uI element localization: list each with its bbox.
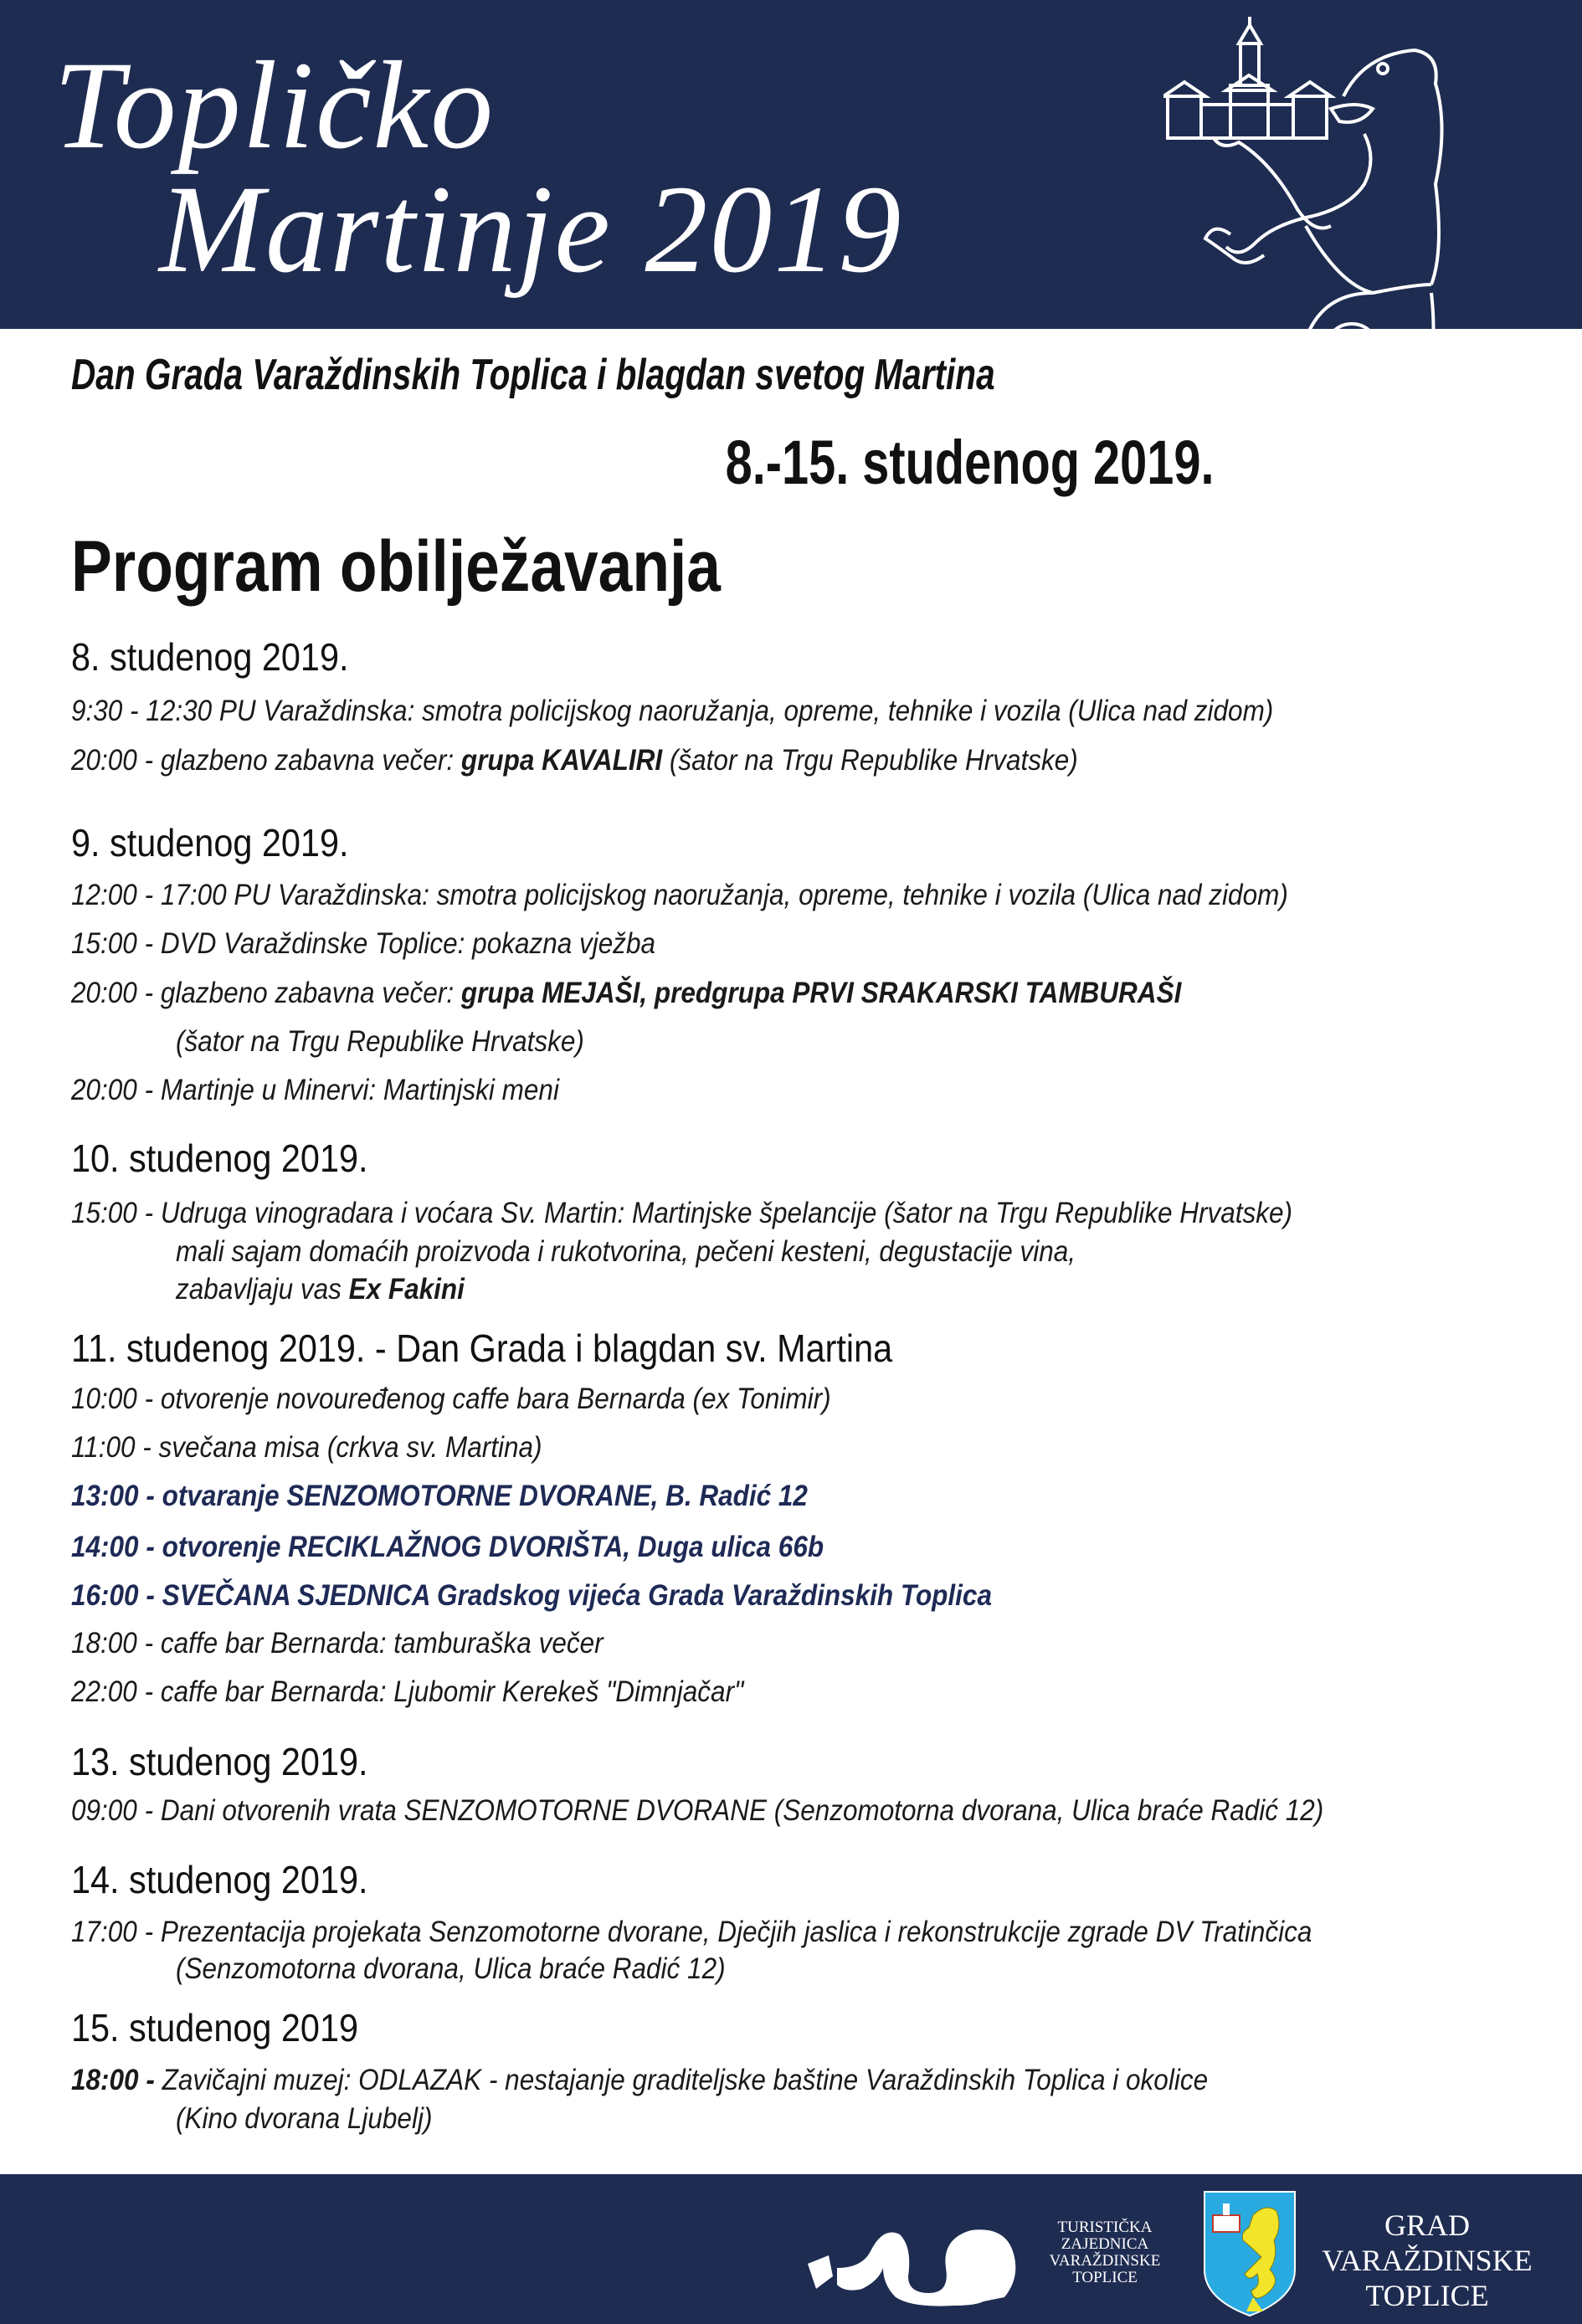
event-performer: grupa MEJAŠI, predgrupa PRVI SRAKARSKI TAMBURAŠI <box>460 977 1182 1009</box>
day-heading: 15. studenog 2019 <box>71 2006 359 2050</box>
event-time: 18:00 - <box>71 2064 155 2096</box>
event-location: (šator na Trgu Republike Hrvatske) <box>669 744 1078 777</box>
event-item <box>71 2064 1208 2097</box>
event-time: 9:30 - 12:30 <box>71 695 213 727</box>
event-item-highlighted <box>71 1579 992 1613</box>
event-item-highlighted <box>71 1480 808 1513</box>
event-text: DVD Varaždinske Toplice: pokazna vježba <box>160 927 656 960</box>
event-continuation <box>176 1273 465 1306</box>
event-item <box>71 1627 604 1660</box>
event-item <box>71 927 655 961</box>
event-item <box>71 1197 1292 1230</box>
event-text: caffe bar Bernarda: Ljubomir Kerekeš "Dimnjačar" <box>160 1675 744 1708</box>
event-item <box>71 1794 1323 1828</box>
day-heading: 9. studenog 2019. <box>71 821 349 864</box>
day-heading: 14. studenog 2019. <box>71 1858 368 1901</box>
event-time: 13:00 - <box>71 1480 155 1512</box>
date-range: 8.-15. studenog 2019. <box>725 428 1214 497</box>
event-text: svečana misa (crkva sv. Martina) <box>158 1431 542 1464</box>
event-time: 15:00 - <box>71 1197 154 1229</box>
tourist-board-logo-icon <box>804 2218 1038 2310</box>
event-text: otvaranje SENZOMOTORNE DVORANE, B. Radić 12 <box>162 1480 808 1512</box>
program-title: Program obilježavanja <box>71 526 721 607</box>
event-text: Udruga vinogradara i voćara Sv. Martin: Martinjske špelancije (šator na Trgu Republike Hrvatske) <box>160 1197 1292 1229</box>
event-performer: grupa KAVALIRI <box>460 744 663 777</box>
event-item <box>71 695 1273 728</box>
event-time: 12:00 - 17:00 <box>71 879 227 911</box>
event-text: otvorenje RECIKLAŽNOG DVORIŠTA, Duga ulica 66b <box>162 1531 824 1563</box>
event-continuation: (šator na Trgu Republike Hrvatske) <box>176 1025 584 1058</box>
event-time: 17:00 - <box>71 1916 154 1948</box>
event-text: Prezentacija projekata Senzomotorne dvorane, Dječjih jaslica i rekonstrukcije zgrade DV Tratinčica <box>160 1916 1312 1948</box>
event-item <box>71 1383 831 1416</box>
event-time: 18:00 - <box>71 1627 154 1660</box>
event-item <box>71 1431 542 1465</box>
event-text: glazbeno zabavna večer: <box>160 744 455 777</box>
city-name: GRAD VARAŽDINSKE TOPLICE <box>1322 2209 1533 2312</box>
event-text: caffe bar Bernarda: tamburaška večer <box>160 1627 604 1660</box>
event-text: Martinje u Minervi: Martinjski meni <box>160 1074 559 1106</box>
event-time: 09:00 - <box>71 1794 154 1827</box>
event-item <box>71 879 1288 912</box>
event-time: 20:00 - <box>71 744 154 777</box>
event-continuation: (Senzomotorna dvorana, Ulica braće Radić 12) <box>176 1952 726 1985</box>
title-line-1: Topličko <box>54 36 496 175</box>
event-item <box>71 1916 1312 1949</box>
event-item-highlighted <box>71 1531 824 1564</box>
event-text: zabavljaju vas <box>176 1273 342 1306</box>
event-item <box>71 1074 559 1107</box>
day-heading: 13. studenog 2019. <box>71 1740 368 1783</box>
event-item <box>71 1675 743 1709</box>
event-time: 11:00 - <box>71 1431 152 1464</box>
event-item <box>71 977 1181 1010</box>
event-time: 14:00 - <box>71 1531 155 1563</box>
event-item <box>71 744 1078 777</box>
event-time: 20:00 - <box>71 1074 154 1106</box>
event-continuation: (Kino dvorana Ljubelj) <box>176 2102 433 2135</box>
event-continuation: mali sajam domaćih proizvoda i rukotvorina, pečeni kesteni, degustacije vina, <box>176 1235 1076 1268</box>
event-time: 10:00 - <box>71 1383 154 1415</box>
event-time: 16:00 - <box>71 1579 155 1612</box>
event-text: SVEČANA SJEDNICA Gradskog vijeća Grada Varaždinskih Toplica <box>162 1579 992 1612</box>
event-time: 22:00 - <box>71 1675 154 1708</box>
event-time: 20:00 - <box>71 977 154 1009</box>
event-text: Dani otvorenih vrata SENZOMOTORNE DVORANE (Senzomotorna dvorana, Ulica braće Radić 12) <box>160 1794 1324 1827</box>
event-text: PU Varaždinska: smotra policijskog naoružanja, opreme, tehnike i vozila (Ulica nad zidom) <box>234 879 1288 911</box>
event-text: Zavičajni muzej: ODLAZAK - nestajanje graditeljske baštine Varaždinskih Toplica i okolice <box>162 2064 1209 2096</box>
event-text: glazbeno zabavna večer: <box>160 977 455 1009</box>
day-heading: 10. studenog 2019. <box>71 1136 368 1180</box>
coat-of-arms-icon <box>1203 2190 1297 2317</box>
day-heading: 11. studenog 2019. - Dan Grada i blagdan sv. Martina <box>71 1326 893 1370</box>
title-line-2: Martinje 2019 <box>159 160 903 299</box>
event-text: otvorenje novouređenog caffe bara Bernarda (ex Tonimir) <box>160 1383 831 1415</box>
subtitle: Dan Grada Varaždinskih Toplica i blagdan svetog Martina <box>71 351 995 399</box>
tourist-board-name: TURISTIČKA ZAJEDNICA VARAŽDINSKE TOPLICE <box>1049 2219 1161 2286</box>
event-time: 15:00 - <box>71 927 154 960</box>
day-heading: 8. studenog 2019. <box>71 635 349 679</box>
event-performer: Ex Fakini <box>348 1273 465 1306</box>
event-text: PU Varaždinska: smotra policijskog naoružanja, opreme, tehnike i vozila (Ulica nad zidom) <box>218 695 1274 727</box>
